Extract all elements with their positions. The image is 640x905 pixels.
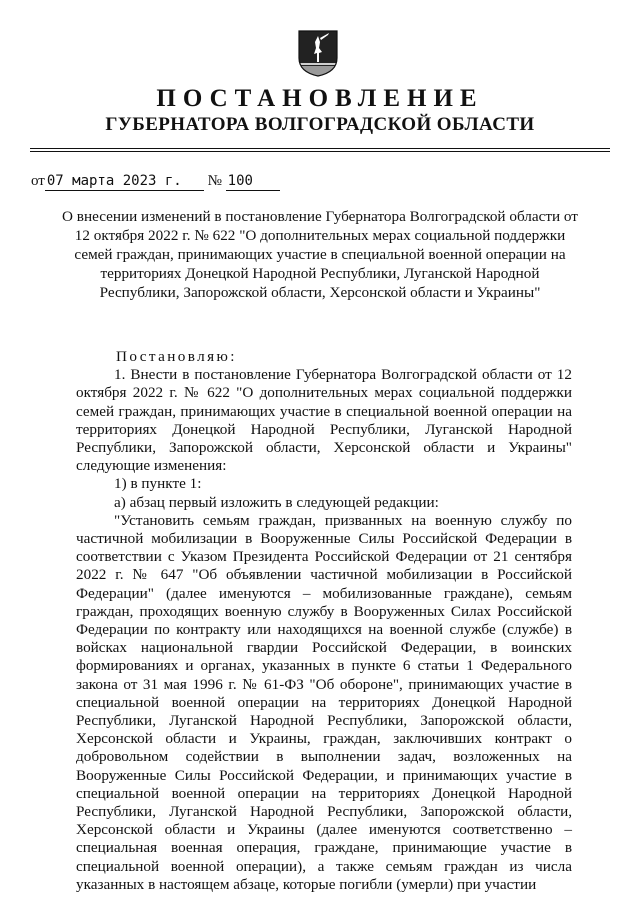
document-body bbox=[76, 348, 572, 894]
paragraph-subpoint-1: 1) в пункте 1: bbox=[114, 475, 202, 493]
document-subject: О внесении изменений в постановление Губернатора Волгоградской области от 12 октября 2022 г. № 622 "О дополнительных мерах социальной поддержки семей граждан, принимающих участие в специальной военной операции на территориях Донецкой Народной Республики, Луганской Народной Республики, Запорожской области, Херсонской области и Украины" bbox=[62, 208, 578, 301]
header-rule-bottom bbox=[30, 151, 610, 152]
paragraph-1: 1. Внести в постановление Губернатора Волгоградской области от 12 октября 2022 г. № 622 "О дополнительных мерах социальной поддержки семей граждан, принимающих участие в специальной военной операции на территориях Донецкой Народной Республики, Луганской Народной Республики, Запорожской области, Херсонской области и Украины" следующие изменения: bbox=[76, 366, 572, 475]
volgograd-region-emblem-icon bbox=[293, 28, 343, 78]
date-prefix-label: от bbox=[31, 173, 45, 189]
document-date: 07 марта 2023 г. bbox=[45, 172, 204, 191]
dateline bbox=[31, 172, 280, 191]
paragraph-subpoint-a: а) абзац первый изложить в следующей редакции: bbox=[114, 493, 439, 511]
document-title: ПОСТАНОВЛЕНИЕ bbox=[156, 85, 484, 112]
header-rule-top bbox=[30, 148, 610, 149]
paragraph-new-wording: "Установить семьям граждан, призванных на военную службу по частичной мобилизации в Вооруженные Силы Российской Федерации в соответствии с Указом Президента Российской Федерации от 21 сентября 2022 г. № 647 "Об объявлении частичной мобилизации в Российской Федерации" (далее именуются – мобилизованные граждане), семьям граждан, проходящих военную службу в Вооруженных Силах Российской Федерации по контракту или находящихся на военной службе (службе) в войсках национальной гвардии Российской Федерации, в воинских формированиях и органах, указанных в пункте 6 статьи 1 Федерального закона от 31 мая 1996 г. № 61-ФЗ "Об обороне", принимающих участие в специальной военной операции на территориях Донецкой Народной Республики, Луганской Народной Республики, Запорожской области, Херсонской области и Украины, граждан, заключивших контракт о добровольном содействии в выполнении задач, возложенных на Вооруженные Силы Российской Федерации, и принимающих участие в специальной военной операции на территориях Донецкой Народной Республики, Луганской Народной Республики, Запорожской области, Херсонской области и Украины (далее именуются соответственно – специальная военная операция, граждане, принимающие участие в специальной военной операции), а также семьям граждан из числа указанных в настоящем абзаце, которые погибли (умерли) при участии bbox=[76, 511, 572, 893]
document-issuer: ГУБЕРНАТОРА ВОЛГОГРАДСКОЙ ОБЛАСТИ bbox=[105, 114, 535, 135]
document-number: 100 bbox=[226, 172, 280, 191]
decree-word: Постановляю: bbox=[116, 348, 237, 365]
number-sign-label: № bbox=[207, 173, 222, 189]
